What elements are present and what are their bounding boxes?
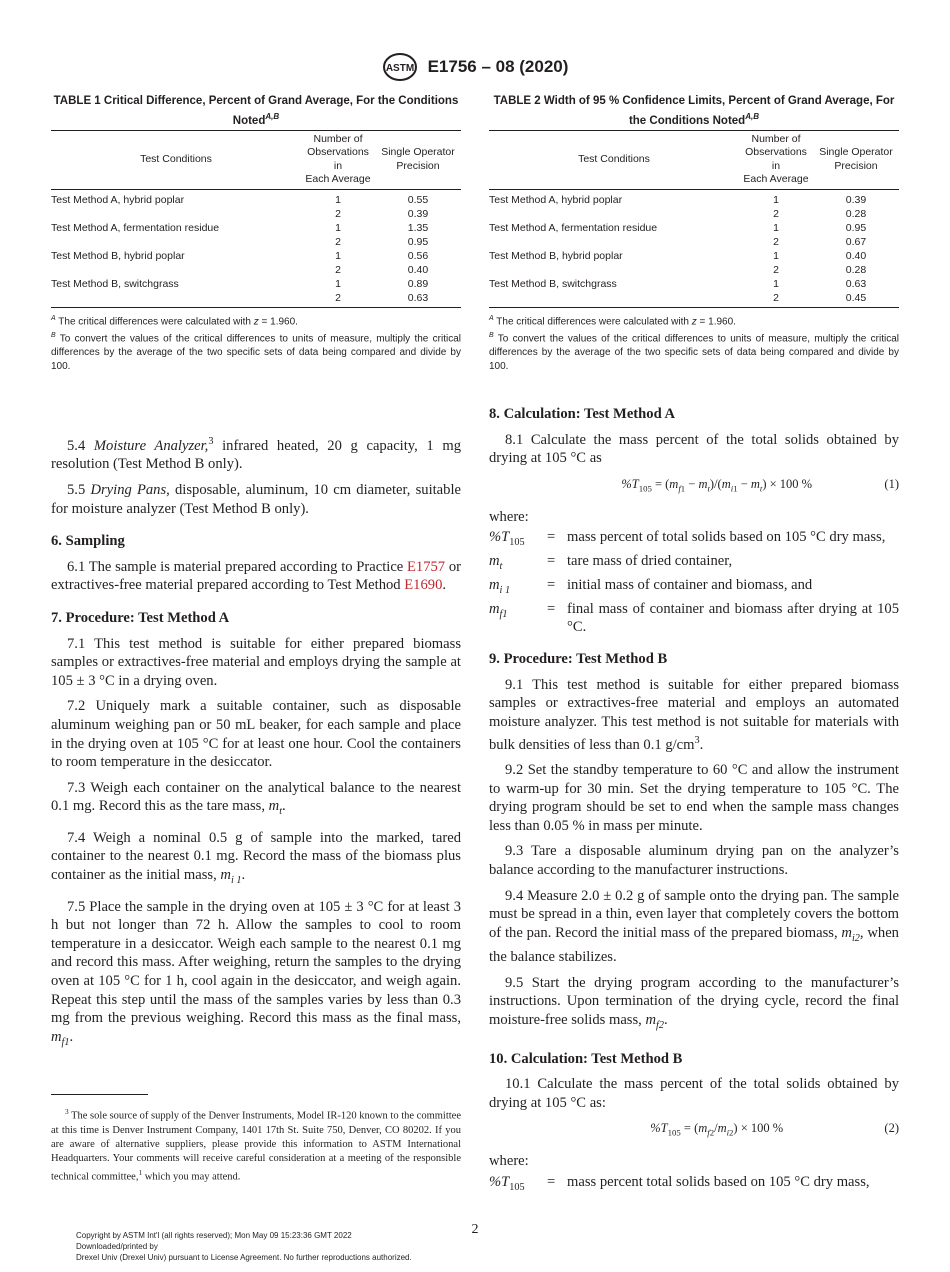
table-row: 2 0.40 (335, 263, 429, 276)
para-9-2: 9.2 Set the standby temperature to 60 °C and allow the instrument to warm-up for 30 min. Set the drying temperature to 105 °C. The drying program should be set to end when the sample mass changes less than 0.05 % in mass per minute. (489, 762, 899, 834)
table-row: 2 0.67 (773, 235, 867, 248)
definition-row: $m_t$ = tare mass of dried container, (489, 553, 733, 573)
para-9-4: 9.4 Measure 2.0 ± 0.2 g of sample onto the drying pan. The sample must be spread in a thin, even layer that completely covers the bottom of the pan. Record the initial mass of the prepared biomass, $m_{i2}$, when the balance stabilizes. (489, 887, 899, 966)
section-9-heading: 9. Procedure: Test Method B (489, 651, 668, 668)
right-body (489, 397, 899, 1197)
table1-block (51, 94, 461, 374)
definition-row: $m_{f1}$ = final mass of container and biomass after drying at 105 °C. (489, 601, 899, 636)
svg-text:ASTM: ASTM (385, 63, 414, 74)
para-7-3: 7.3 Weigh each container on the analytical balance to the nearest 0.1 mg. Record this as the tare mass, $m_t$. (51, 779, 461, 818)
equation-1-number: (1) (884, 476, 899, 491)
section-6-heading: 6. Sampling (51, 533, 125, 550)
table-row: 2 0.39 (335, 207, 429, 220)
table2-header-precision: Single Operator Precision (813, 130, 899, 189)
table-row: Test Method B, hybrid poplar 1 0.56 (51, 249, 429, 262)
table-row: 2 0.28 (773, 207, 867, 220)
left-body (51, 433, 461, 1059)
table1-header-precision: Single Operator Precision (375, 130, 461, 189)
para-9-3: 9.3 Tare a disposable aluminum drying pan on the analyzer’s balance according to the manufacturer instructions. (489, 843, 899, 878)
section-8-heading: 8. Calculation: Test Method A (489, 406, 676, 422)
definition-row: $\%T_{105}$ = mass percent of total solids based on 105 °C dry mass, (489, 529, 886, 549)
table1-title: TABLE 1 Critical Difference, Percent of Grand Average, For the Conditions Noted$^{A,B}$ (53, 95, 459, 127)
para-9-5: 9.5 Start the drying program according to the manufacturer’s instructions. Upon termination of the drying cycle, record the final moisture-free solids mass, $m_{f2}$. (489, 974, 899, 1031)
section-7-heading: 7. Procedure: Test Method A (51, 610, 230, 627)
table-row: Test Method B, switchgrass 1 0.89 (51, 277, 429, 290)
definition-row: $\%T_{105}$ = mass percent total solids based on 105 °C dry mass, (489, 1174, 870, 1193)
table-row: 2 0.45 (489, 291, 899, 308)
footnote-divider (51, 1094, 148, 1095)
table1-footnotes (51, 312, 461, 375)
copyright-notice: Copyright by ASTM Int'l (all rights reserved); Mon May 09 15:23:36 GMT 2022 Downloaded/printed by Drexel Univ (Drexel Univ) pursuant to License Agreement. No further reproductions authorized. (76, 1231, 412, 1262)
equation-2-number: (2) (884, 1121, 899, 1136)
page-number: 2 (471, 1222, 479, 1237)
definitions-1 (489, 528, 899, 636)
section-10-heading: 10. Calculation: Test Method B (489, 1050, 683, 1067)
para-7-4: 7.4 Weigh a nominal 0.5 g of sample into the marked, tared container to the nearest 0.1 mg. Record the mass of the biomass plus container as the initial mass, $m_{i 1}$. (51, 829, 461, 886)
table2-header-conditions: Test Conditions (489, 130, 739, 189)
document-designation: E1756 – 08 (2020) (427, 57, 569, 76)
table2-header-observations: Number of Observations in Each Average (739, 130, 813, 189)
table2-block (489, 94, 899, 374)
table1 (51, 130, 461, 308)
footnote-3: $^3$ The sole source of supply of the Denver Instruments, Model IR-120 known to the committee at this time is Denver Instrument Company, 1401 17th St. Suite 750, Denver, CO 80202. If you are aware of alternative suppliers, please provide this information to ASTM International Headquarters. Your comments will receive careful consideration at a meeting of the responsible technical committee,$^1$ which you may attend. (51, 1107, 461, 1182)
table-row: 2 0.28 (773, 263, 867, 276)
table2-footnote-b: $^B$ To convert the values of the critical differences to units of measure, multiply the critical differences by the average of the two specific sets of data being compared and divide by 100. (489, 332, 899, 373)
where-label-1: where: (489, 508, 529, 525)
definition-row: $m_{i 1}$ = initial mass of container and biomass, and (489, 577, 813, 597)
table1-footnote-b: $^B$ To convert the values of the critical differences to units of measure, multiply the critical differences by the average of the two specific sets of data being compared and divide by 100. (51, 332, 461, 373)
astm-logo-icon (382, 52, 418, 82)
para-7-1: 7.1 This test method is suitable for either prepared biomass samples or extractives-free material and employs drying the sample at 105 ± 3 °C in a drying oven. (51, 635, 461, 689)
para-5-4: 5.4 Moisture Analyzer,$^3$ infrared heated, 20 g capacity, 1 mg resolution (Test Method B only). (51, 436, 462, 473)
para-6-1: 6.1 The sample is material prepared according to Practice E1757 or extractives-free material prepared according to Test Method E1690. (51, 558, 461, 594)
para-5-5: 5.5 Drying Pans, disposable, aluminum, 10 cm diameter, suitable for moisture analyzer (Test Method B only). (51, 482, 461, 517)
equation-2-expression: $\%T_{105} = (m_{f2}/m_{i2}) \times 100$ % (650, 1121, 784, 1138)
table1-header-conditions: Test Conditions (51, 130, 301, 189)
table-row: Test Method A, hybrid poplar 1 0.55 (51, 193, 429, 206)
where-label-2: where: (489, 1153, 529, 1170)
table-row: Test Method A, hybrid poplar 1 0.39 (489, 193, 867, 206)
para-7-5: 7.5 Place the sample in the drying oven at 105 ± 3 °C for at least 3 h but not longer than 72 h. Allow the samples to cool to room temperature in a desiccator. Weigh each sample to the nearest 0.1 mg and record this mass. After weighing, return the samples to the drying oven at 105 °C for 1 h, cool again in the desiccator, and weigh again. Repeat this step until the mass of the samples varies by less than 0.3 mg from the previous weighing. Record this mass as the final mass, $m_{f1}$. (51, 898, 461, 1048)
table2-footnotes (489, 312, 899, 375)
para-9-1: 9.1 This test method is suitable for either prepared biomass samples or extractives-free material and employs an automated moisture analyzer. This test method is not suitable for materials with bulk densities of less than 0.1 $g/cm^3$. (489, 676, 899, 753)
table2-title: TABLE 2 Width of 95 % Confidence Limits, Percent of Grand Average, For the Conditions Noted$^{A,B}$ (493, 95, 895, 127)
para-7-2: 7.2 Uniquely mark a suitable container, such as disposable aluminum weighing pan or 50 mL beaker, for each sample and place in the drying oven at 105 °C for at least one hour. Cool the containers to room temperature in the desiccator. (51, 698, 461, 771)
para-8-1: 8.1 Calculate the mass percent of the total solids obtained by drying at 105 °C as (489, 431, 899, 467)
table-row: 2 0.95 (335, 235, 429, 248)
table1-footnote-a: $^A$ The critical differences were calculated with z = 1.960. (51, 314, 298, 328)
table2-footnote-a: $^A$ The critical differences were calculated with z = 1.960. (489, 314, 736, 328)
equation-1 (489, 475, 899, 498)
table-row: 2 0.63 (51, 291, 461, 308)
table-row: Test Method B, switchgrass 1 0.63 (489, 277, 867, 290)
table-row: Test Method B, hybrid poplar 1 0.40 (489, 249, 867, 262)
ref-e1757-link[interactable]: E1757 (407, 558, 446, 575)
equation-2 (489, 1119, 899, 1142)
page-header (0, 52, 950, 82)
table-row: Test Method A, fermentation residue 1 1.35 (51, 221, 429, 234)
equation-1-expression: $\%T_{105} = (m_{f1} - m_t)/(m_{i1} - m_t) \times 100$ % (621, 476, 813, 494)
table-row: Test Method A, fermentation residue 1 0.95 (489, 221, 867, 234)
para-10-1: 10.1 Calculate the mass percent of the total solids obtained by drying at 105 °C as: (489, 1076, 899, 1111)
table1-header-observations: Number of Observations in Each Average (301, 130, 375, 189)
definitions-2 (489, 1173, 899, 1197)
ref-e1690-link[interactable]: E1690 (404, 577, 443, 594)
table2 (489, 130, 899, 308)
